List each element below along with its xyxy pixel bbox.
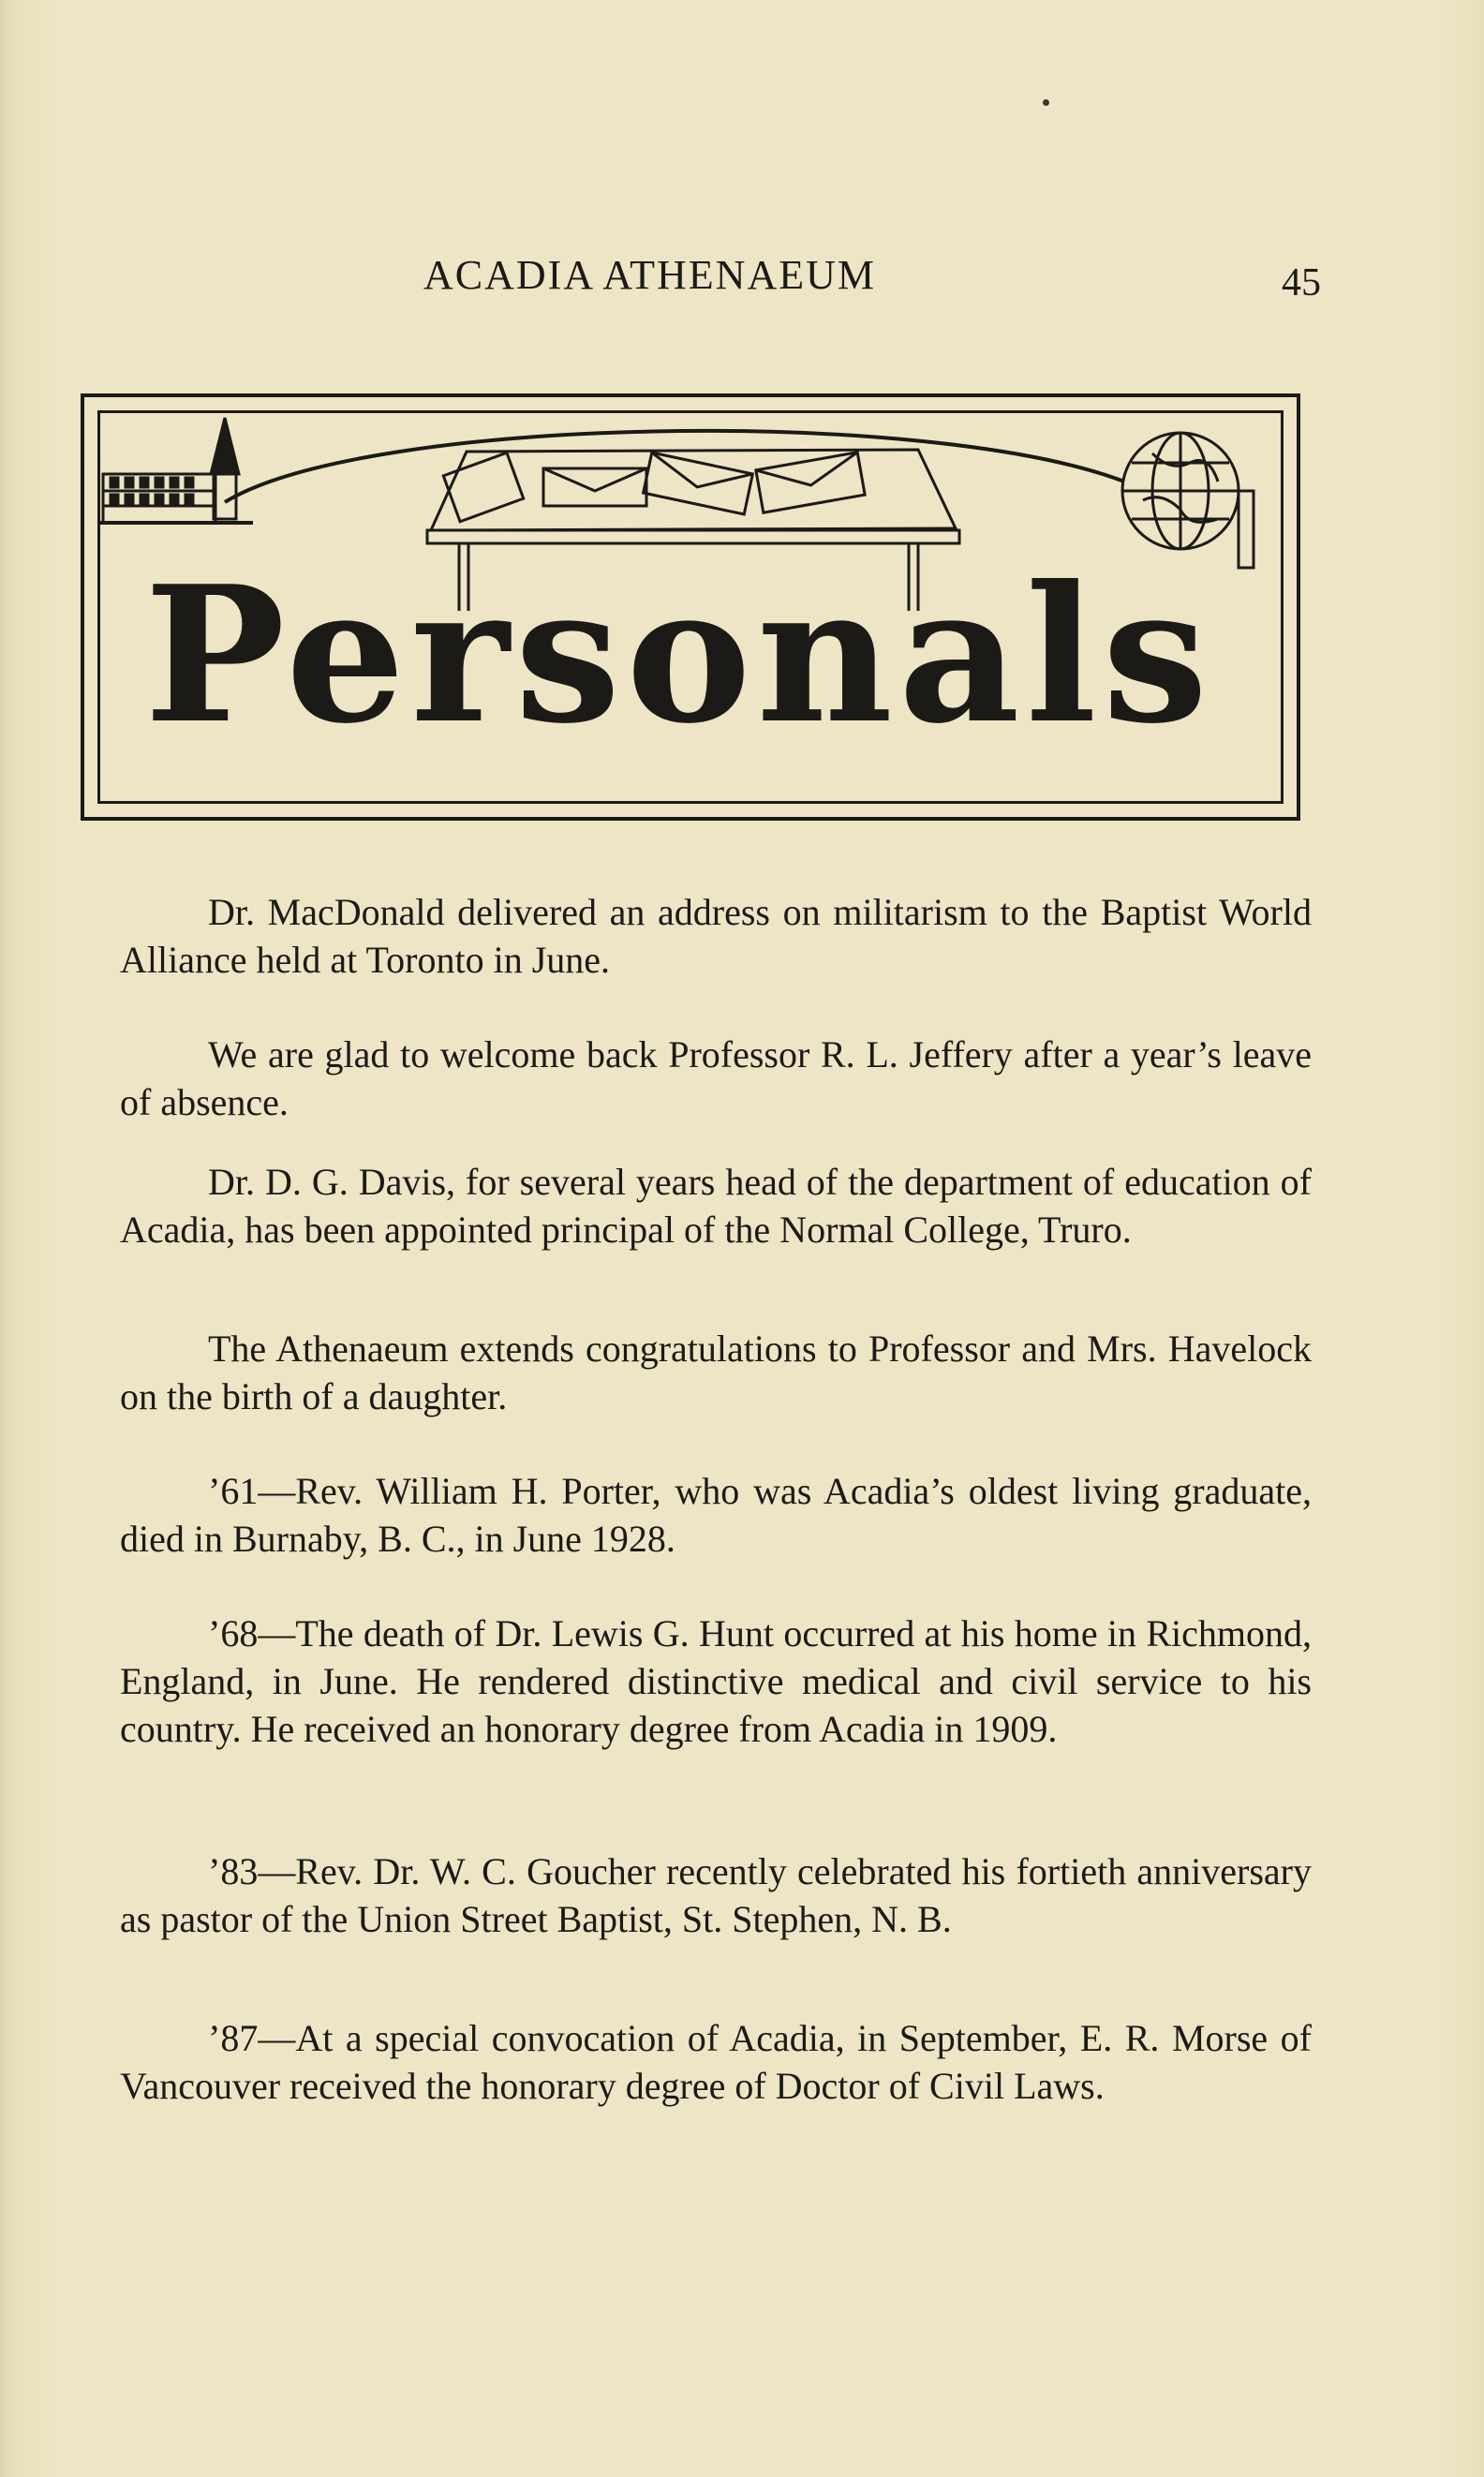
paragraph: ’68—The death of Dr. Lewis G. Hunt occurred at his home in Richmond, England, in June. He rendered distinctive medical and civil service to his country. He received an honorary degree from Acadia in 1909. [120,1612,1312,1750]
paragraph: ’87—At a special convocation of Acadia, in September, E. R. Morse of Vancouver received the honorary degree of Doctor of Civil Laws. [120,2017,1312,2107]
paragraph: Dr. MacDonald delivered an address on militarism to the Baptist World Alliance held at Toronto in June. [120,891,1312,981]
running-title: ACADIA ATHENAEUM [423,252,876,298]
banner-title: Personals [144,545,1214,765]
running-head [0,251,1484,307]
college-building-icon [99,418,253,523]
personals-banner [81,393,1300,821]
paragraph: ’83—Rev. Dr. W. C. Goucher recently celebrated his fortieth anniversary as pastor of the Union Street Baptist, St. Stephen, N. B. [120,1850,1312,1940]
paragraph: The Athenaeum extends congratulations to Professor and Mrs. Havelock on the birth of a daughter. [120,1327,1312,1417]
paragraph: We are glad to welcome back Professor R. L. Jeffery after a year’s leave of absence. [120,1033,1312,1123]
paragraph: ’61—Rev. William H. Porter, who was Acadia’s oldest living graduate, died in Burnaby, B. C., in June 1928. [120,1470,1312,1560]
page-number: 45 [1282,261,1321,304]
ink-speck [1043,99,1049,106]
paragraph: Dr. D. G. Davis, for several years head of the department of education of Acadia, has been appointed principal of the Normal College, Truro. [120,1161,1312,1251]
